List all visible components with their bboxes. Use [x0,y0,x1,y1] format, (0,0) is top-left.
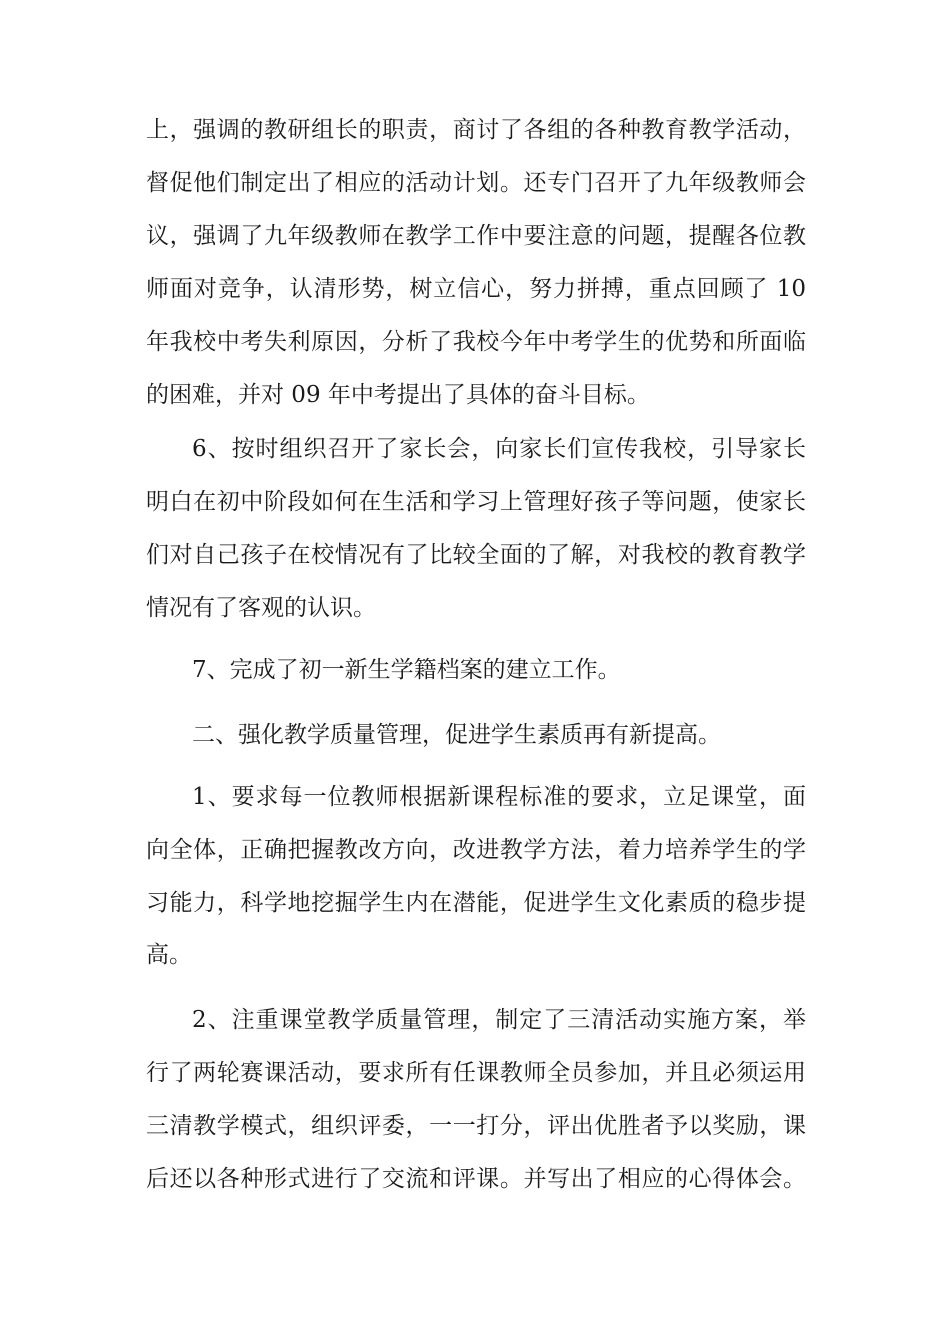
text-line: 的困难，并对 09 年中考提出了具体的奋斗目标。 [146,382,650,408]
text-line: 督促他们制定出了相应的活动计划。还专门召开了九年级教师会 [146,170,806,196]
text-line: 二、强化教学质量管理，促进学生素质再有新提高。 [192,722,721,748]
text-line: 年我校中考失利原因，分析了我校今年中考学生的优势和所面临 [146,329,806,355]
text-line: 明白在初中阶段如何在生活和学习上管理好孩子等问题，使家长 [146,489,806,515]
text-line: 议，强调了九年级教师在教学工作中要注意的问题，提醒各位教 [146,223,806,249]
text-line: 后还以各种形式进行了交流和评课。并写出了相应的心得体会。 [146,1166,806,1192]
text-line: 师面对竞争，认清形势，树立信心，努力拼搏，重点回顾了 10 [146,276,806,302]
text-line: 6、按时组织召开了家长会，向家长们宣传我校，引导家长 [192,436,806,462]
text-line: 向全体，正确把握教改方向，改进教学方法，着力培养学生的学 [146,837,806,863]
text-line: 行了两轮赛课活动，要求所有任课教师全员参加，并且必须运用 [146,1060,806,1086]
text-line: 习能力，科学地挖掘学生内在潜能，促进学生文化素质的稳步提 [146,890,806,916]
text-line: 高。 [146,942,192,968]
text-line: 上，强调的教研组长的职责，商讨了各组的各种教育教学活动， [146,117,806,143]
text-line: 们对自己孩子在校情况有了比较全面的了解，对我校的教育教学 [146,542,806,568]
text-line: 2、注重课堂教学质量管理，制定了三清活动实施方案，举 [192,1007,806,1033]
text-line: 7、完成了初一新生学籍档案的建立工作。 [192,657,621,683]
text-line: 情况有了客观的认识。 [146,595,376,621]
text-line: 三清教学模式，组织评委，一一打分，评出优胜者予以奖励，课 [146,1113,806,1139]
text-line: 1、要求每一位教师根据新课程标准的要求，立足课堂，面 [192,784,806,810]
